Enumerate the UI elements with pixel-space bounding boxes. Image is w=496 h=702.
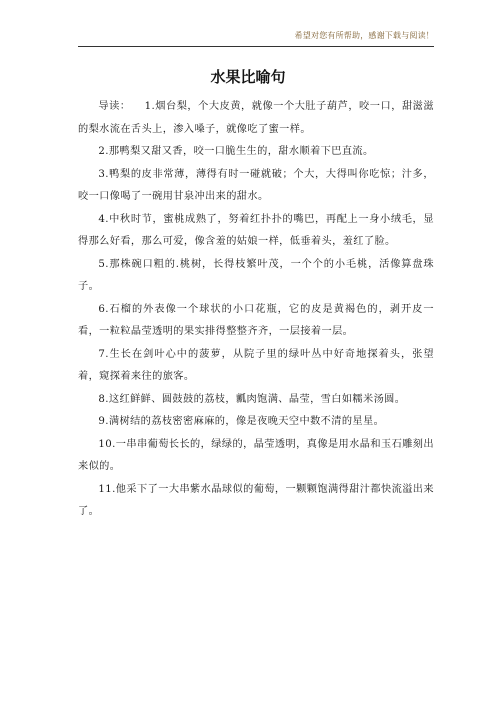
paragraph-10: 10.一串串葡萄长长的，绿绿的，晶莹透明，真像是用水晶和玉石雕刻出来似的。 bbox=[78, 438, 434, 472]
document-body bbox=[78, 96, 434, 524]
paragraph-7: 7.生长在剑叶心中的菠萝，从院子里的绿叶丛中好奇地探着头，张望着，窥探着来往的旅客。 bbox=[78, 348, 434, 382]
paragraph-9: 9.满树结的荔枝密密麻麻的，像是夜晚天空中数不清的星星。 bbox=[98, 416, 385, 427]
lead-label: 导读： bbox=[98, 101, 131, 112]
paragraph-5: 5.那株碗口粗的.桃树，长得枝繁叶茂，一个个的小毛桃，活像算盘珠子。 bbox=[78, 258, 434, 292]
header-note: 希望对您有所帮助，感谢下载与阅读！ bbox=[294, 31, 434, 40]
header-divider bbox=[78, 46, 434, 47]
paragraph-6: 6.石榴的外表像一个球状的小口花瓶，它的皮是黄褐色的，剥开皮一看，一粒粒晶莹透明的果实排得整整齐齐，一层接着一层。 bbox=[78, 303, 434, 337]
paragraph-1 bbox=[78, 96, 434, 141]
paragraph-text: 1.烟台梨，个大皮黄，就像一个大肚子葫芦，咬一口，甜滋滋的梨水流在舌头上，渗入嗓子，就像吃了蜜一样。 bbox=[78, 101, 434, 135]
paragraph-8: 8.这红鲜鲜、圆鼓鼓的荔枝，瓤肉饱满、晶莹，雪白如糯米汤圆。 bbox=[98, 393, 406, 405]
paragraph-11: 11.他采下了一大串紫水晶球似的葡萄，一颗颗饱满得甜汁都快流溢出来了。 bbox=[78, 483, 434, 517]
paragraph-4: 4.中秋时节，蜜桃成熟了，努着红扑扑的嘴巴，再配上一身小绒毛，显得那么好看，那么可爱，像含羞的姑娘一样，低垂着头，羞红了脸。 bbox=[78, 213, 434, 247]
document-title: 水果比喻句 bbox=[210, 68, 286, 86]
paragraph-2: 2.那鸭梨又甜又香，咬一口脆生生的，甜水顺着下巴直流。 bbox=[98, 146, 374, 157]
paragraph-3: 3.鸭梨的皮非常薄，薄得有时一碰就破；个大，大得叫你吃惊；汁多，咬一口像喝了一碗用甘泉冲出来的甜水。 bbox=[78, 168, 434, 202]
